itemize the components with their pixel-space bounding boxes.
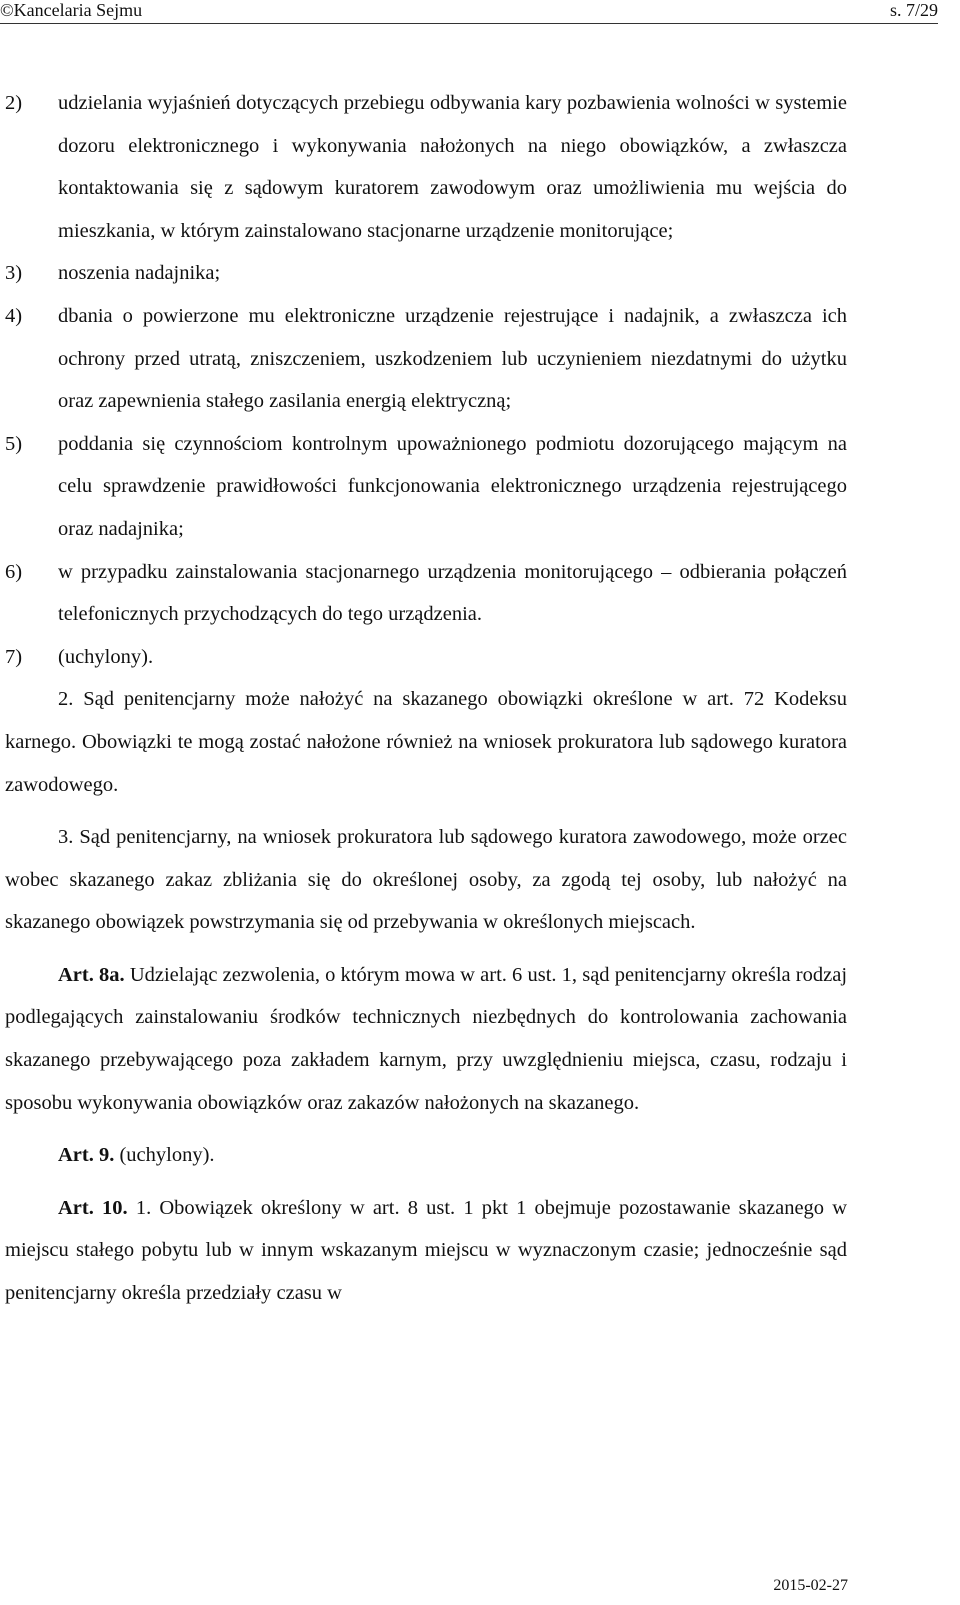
list-item-text: poddania się czynnościom kontrolnym upoważnionego podmiotu dozorującego mającym na celu sprawdzenie prawidłowości funkcjonowania elektronicznego urządzenia rejestrującego oraz nadajnika; [58,432,847,540]
article-8a-label: Art. 8a. [58,963,125,986]
list-item [5,82,847,252]
copyright-text: ©Kancelaria Sejmu [0,0,143,20]
paragraph-3: 3. Sąd penitencjarny, na wniosek prokuratora lub sądowego kuratora zawodowego, może orzec wobec skazanego zakaz zbliżania się do określonej osoby, za zgodą tej osoby, lub nałożyć na skazanego obowiązek powstrzymania się od przebywania w określonych miejscach. [5,826,847,934]
article-10 [5,1187,847,1315]
footer-date: 2015-02-27 [773,1577,848,1594]
page-header [0,0,960,26]
list-item-text: (uchylony). [58,645,154,668]
article-9 [5,1134,847,1177]
list-item-number: 4) [5,304,23,327]
document-body [5,82,847,1315]
list-item-text: dbania o powierzone mu elektroniczne urządzenie rejestrujące i nadajnik, a zwłaszcza ich ochrony przed utratą, zniszczeniem, uszkodzeniem lub uczynieniem niezdatnymi do użytku oraz zapewnienia stałego zasilania energią elektryczną; [58,304,847,413]
list-item-text: w przypadku zainstalowania stacjonarnego urządzenia monitorującego – odbierania połączeń telefonicznych przychodzących do tego urządzenia. [58,560,847,626]
page-number: s. 7/29 [889,0,938,20]
list-item [5,636,847,679]
article-10-label: Art. 10. [58,1196,128,1219]
list-item-number: 7) [5,645,23,668]
article-10-text: 1. Obowiązek określony w art. 8 ust. 1 pkt 1 obejmuje pozostawanie skazanego w miejscu stałego pobytu lub w innym wskazanym miejscu w wyznaczonym czasie; jednocześnie sąd penitencjarny określa przedziały czasu w [5,1196,848,1305]
list-item-text: noszenia nadajnika; [58,262,221,285]
list-item-number: 2) [5,92,23,114]
list-item-number: 3) [5,262,23,285]
list-item [5,551,847,636]
list-item-text: udzielania wyjaśnień dotyczących przebiegu odbywania kary pozbawienia wolności w systemie dozoru elektronicznego i wykonywania nałożonych na niego obowiązków, a zwłaszcza kontaktowania się z sądowym kuratorem zawodowym oraz umożliwienia mu wejścia do mieszkania, w którym zainstalowano stacjonarne urządzenie monitorujące; [58,92,847,242]
list-item-number: 6) [5,560,23,583]
list-item [5,252,847,295]
list-item-number: 5) [5,432,23,455]
list-item [5,295,847,423]
article-8a-text: Udzielając zezwolenia, o którym mowa w art. 6 ust. 1, sąd penitencjarny określa rodzaj podlegających zainstalowaniu środków technicznych niezbędnych do kontrolowania zachowania skazanego przebywającego poza zakładem karnym, przy uwzględnieniu miejsca, czasu, rodzaju i sposobu wykonywania obowiązków oraz zakazów nałożonych na skazanego. [5,963,848,1114]
article-8a [5,954,847,1124]
list-item [5,423,847,551]
article-9-text: (uchylony). [119,1144,215,1167]
header-divider [0,23,938,24]
paragraph-2: 2. Sąd penitencjarny może nałożyć na skazanego obowiązki określone w art. 72 Kodeksu karnego. Obowiązki te mogą zostać nałożone również na wniosek prokuratora lub sądowego kuratora zawodowego. [5,688,847,796]
article-9-label: Art. 9. [58,1144,115,1167]
